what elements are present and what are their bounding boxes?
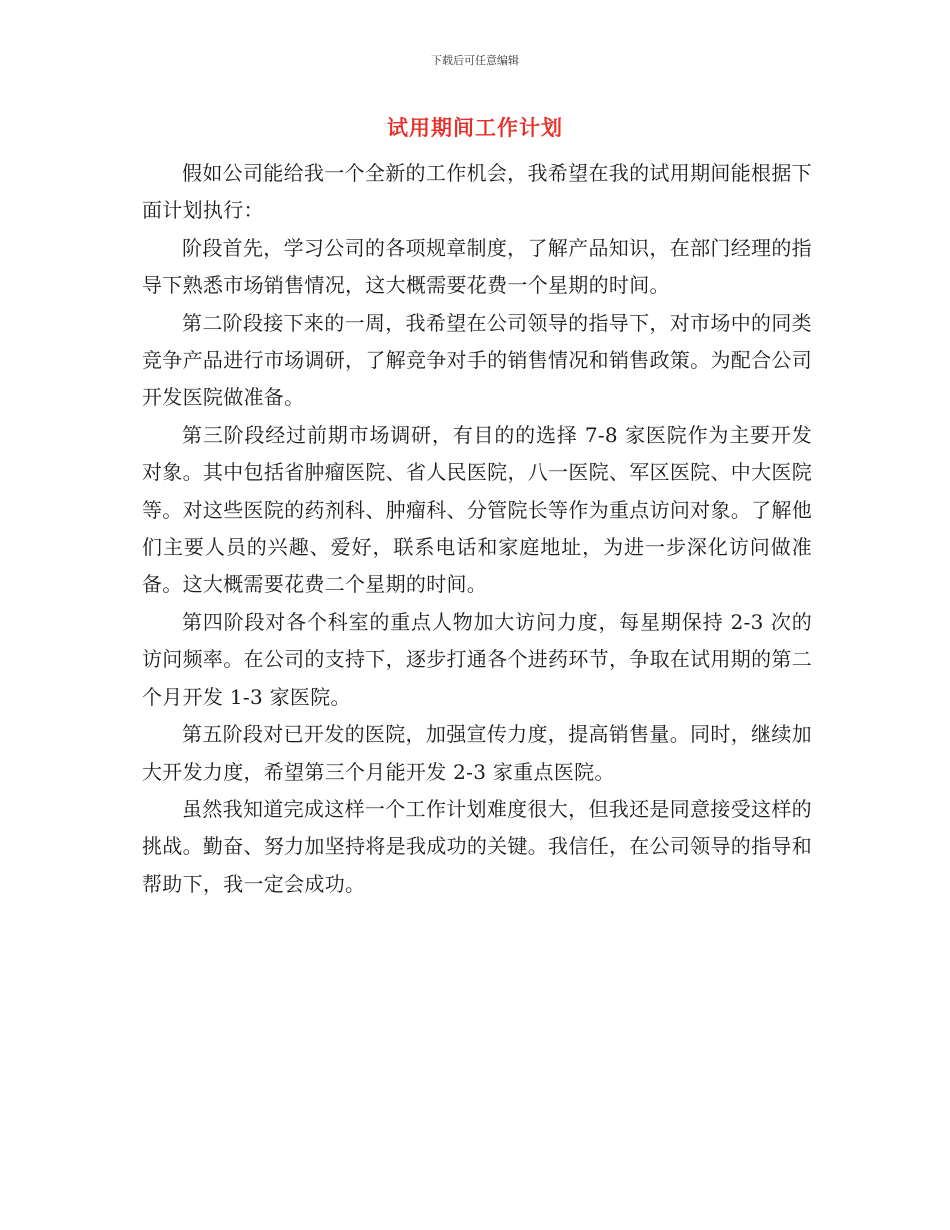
paragraph-intro: 假如公司能给我一个全新的工作机会，我希望在我的试用期间能根据下面计划执行： (142, 161, 812, 223)
document-title: 试用期间工作计划 (387, 116, 563, 140)
paragraph-stage-4: 第四阶段对各个科室的重点人物加大访问力度，每星期保持 2-3 次的访问频率。在公司的支持下，逐步打通各个进药环节，争取在试用期的第二个月开发 1-3 家医院。 (142, 609, 812, 709)
paragraph-stage-1: 阶段首先，学习公司的各项规章制度，了解产品知识，在部门经理的指导下熟悉市场销售情况，这大概需要花费一个星期的时间。 (142, 235, 812, 298)
paragraph-conclusion: 虽然我知道完成这样一个工作计划难度很大，但我还是同意接受这样的挑战。勤奋、努力加坚持将是我成功的关键。我信任，在公司领导的指导和帮助下，我一定会成功。 (142, 796, 812, 896)
paragraph-stage-3: 第三阶段经过前期市场调研，有目的的选择 7-8 家医院作为主要开发对象。其中包括省肿瘤医院、省人民医院，八一医院、军区医院、中大医院等。对这些医院的药剂科、肿瘤科、分管院长等作为重点访问对象。了解他们主要人员的兴趣、爱好，联系电话和家庭地址，为进一步深化访问做准备。这大概需要花费二个星期的时间。 (142, 422, 812, 597)
document-body (142, 155, 812, 903)
page-header-note: 下载后可任意编辑 (431, 54, 519, 67)
paragraph-stage-5: 第五阶段对已开发的医院，加强宣传力度，提高销售量。同时，继续加大开发力度，希望第三个月能开发 2-3 家重点医院。 (142, 722, 812, 784)
paragraph-stage-2: 第二阶段接下来的一周，我希望在公司领导的指导下，对市场中的同类竞争产品进行市场调研，了解竞争对手的销售情况和销售政策。为配合公司开发医院做准备。 (142, 310, 812, 410)
